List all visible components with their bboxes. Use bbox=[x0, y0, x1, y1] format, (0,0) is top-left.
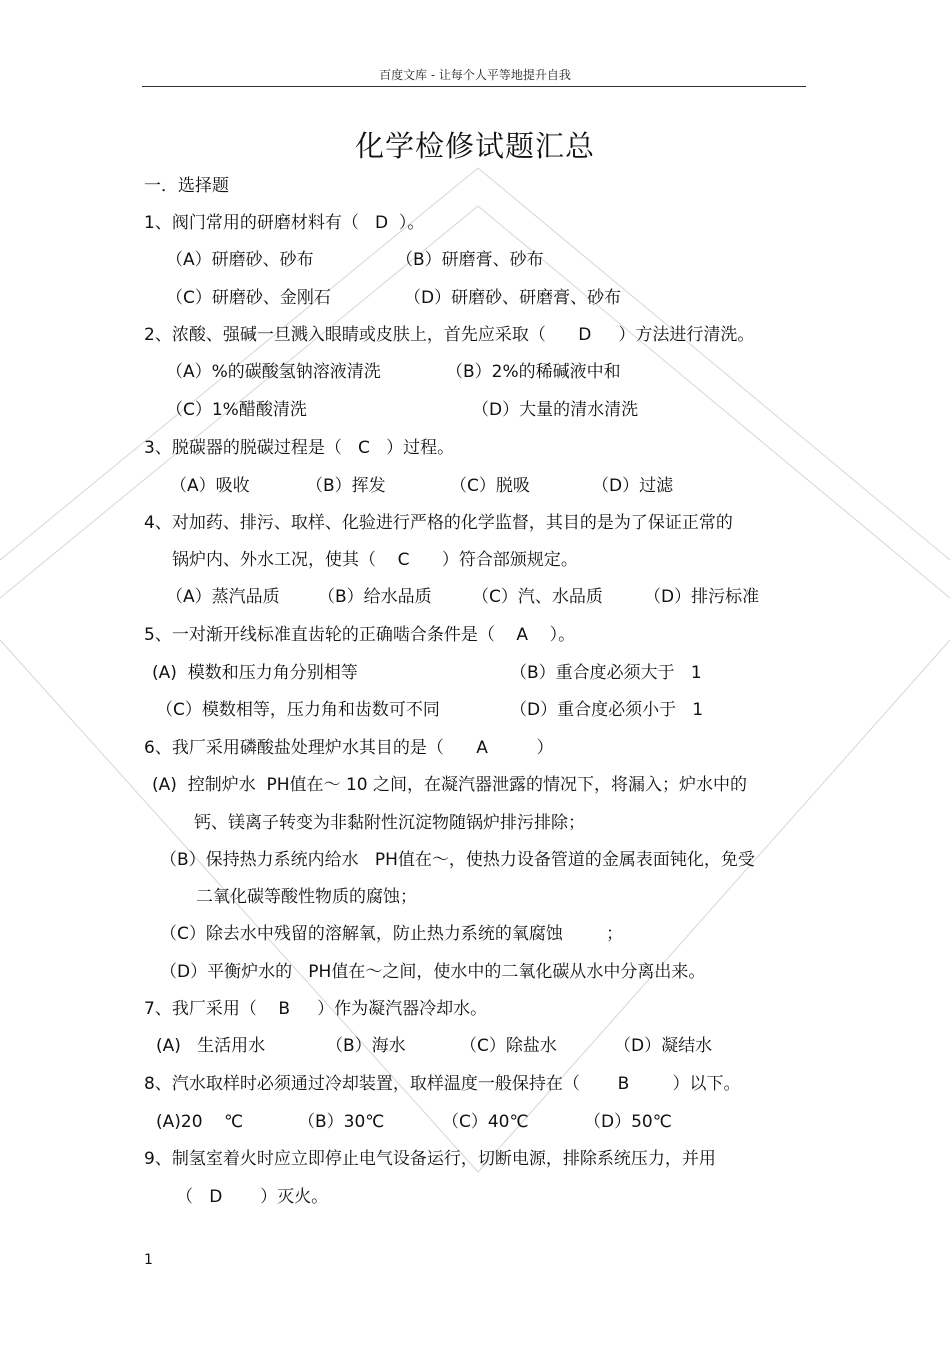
question-9-continued: （ D ）灭火。 bbox=[176, 1187, 329, 1207]
option-1a: （A）研磨砂、砂布 bbox=[166, 250, 314, 270]
option-1b: （B）研磨膏、砂布 bbox=[396, 250, 544, 270]
question-4: 4、对加药、排污、取样、化验进行严格的化学监督，其目的是为了保证正常的 bbox=[144, 513, 733, 533]
option-4c: （C）汽、水品质 bbox=[472, 587, 603, 607]
option-1d: （D）研磨砂、研磨膏、砂布 bbox=[404, 288, 622, 308]
option-6a: (A) 控制炉水 PH值在～ 10 之间，在凝汽器泄露的情况下，将漏入；炉水中的 bbox=[152, 775, 747, 795]
question-4-continued: 锅炉内、外水工况，使其（ C ）符合部颁规定。 bbox=[172, 550, 578, 570]
option-3b: （B）挥发 bbox=[306, 476, 386, 496]
question-1: 1、阀门常用的研磨材料有（ D ）。 bbox=[144, 213, 425, 233]
option-8c: （C）40℃ bbox=[442, 1112, 529, 1132]
option-8d: （D）50℃ bbox=[584, 1112, 672, 1132]
option-5d: （D）重合度必须小于 1 bbox=[510, 700, 704, 720]
option-3c: （C）脱吸 bbox=[450, 476, 530, 496]
option-3d: （D）过滤 bbox=[592, 476, 674, 496]
option-1c: （C）研磨砂、金刚石 bbox=[166, 288, 331, 308]
option-6b-continued: 二氧化碳等酸性物质的腐蚀； bbox=[196, 887, 417, 907]
page-header: 百度文库 - 让每个人平等地提升自我 bbox=[379, 68, 571, 82]
option-2b: （B）2%的稀碱液中和 bbox=[446, 362, 621, 382]
question-6: 6、我厂采用磷酸盐处理炉水其目的是（ A ） bbox=[144, 738, 554, 758]
document-title: 化学检修试题汇总 bbox=[354, 129, 595, 163]
question-8: 8、汽水取样时必须通过冷却装置，取样温度一般保持在（ B ）以下。 bbox=[144, 1074, 741, 1094]
header-rule bbox=[142, 86, 806, 87]
option-2d: （D）大量的清水清洗 bbox=[472, 400, 639, 420]
question-2: 2、浓酸、强碱一旦溅入眼睛或皮肤上，首先应采取（ D ）方法进行清洗。 bbox=[144, 325, 755, 345]
option-2c: （C）1%醋酸清洗 bbox=[166, 400, 307, 420]
option-4b: （B）给水品质 bbox=[318, 587, 432, 607]
option-4a: （A）蒸汽品质 bbox=[166, 587, 280, 607]
option-6d: （D）平衡炉水的 PH值在～之间，使水中的二氧化碳从水中分离出来。 bbox=[160, 962, 706, 982]
option-7b: （B）海水 bbox=[326, 1036, 406, 1056]
option-2a: （A）%的碳酸氢钠溶液清洗 bbox=[166, 362, 381, 382]
option-6c: （C）除去水中残留的溶解氧，防止热力系统的氧腐蚀 ； bbox=[160, 924, 624, 944]
option-6b: （B）保持热力系统内给水 PH值在～，使热力设备管道的金属表面钝化，免受 bbox=[160, 850, 755, 870]
option-3a: （A）吸收 bbox=[170, 476, 250, 496]
question-9: 9、制氢室着火时应立即停止电气设备运行，切断电源，排除系统压力，并用 bbox=[144, 1149, 716, 1169]
option-6a-continued: 钙、镁离子转变为非黏附性沉淀物随锅炉排污排除； bbox=[194, 813, 585, 833]
question-7: 7、我厂采用（ B ）作为凝汽器冷却水。 bbox=[144, 999, 488, 1019]
question-5: 5、一对渐开线标准直齿轮的正确啮合条件是（ A ）。 bbox=[144, 625, 576, 645]
option-5b: （B）重合度必须大于 1 bbox=[510, 663, 702, 683]
option-5a: (A) 模数和压力角分别相等 bbox=[152, 663, 358, 683]
option-5c: （C）模数相等，压力角和齿数可不同 bbox=[156, 700, 440, 720]
option-7a: (A) 生活用水 bbox=[156, 1036, 266, 1056]
option-7d: （D）凝结水 bbox=[614, 1036, 713, 1056]
section-heading: 一．选择题 bbox=[144, 176, 229, 196]
option-8b: （B）30℃ bbox=[298, 1112, 385, 1132]
option-7c: （C）除盐水 bbox=[460, 1036, 557, 1056]
option-8a: (A)20 ℃ bbox=[156, 1112, 244, 1132]
option-4d: （D）排污标准 bbox=[644, 587, 760, 607]
page-number: 1 bbox=[144, 1252, 153, 1268]
question-3: 3、脱碳器的脱碳过程是（ C ）过程。 bbox=[144, 438, 455, 458]
